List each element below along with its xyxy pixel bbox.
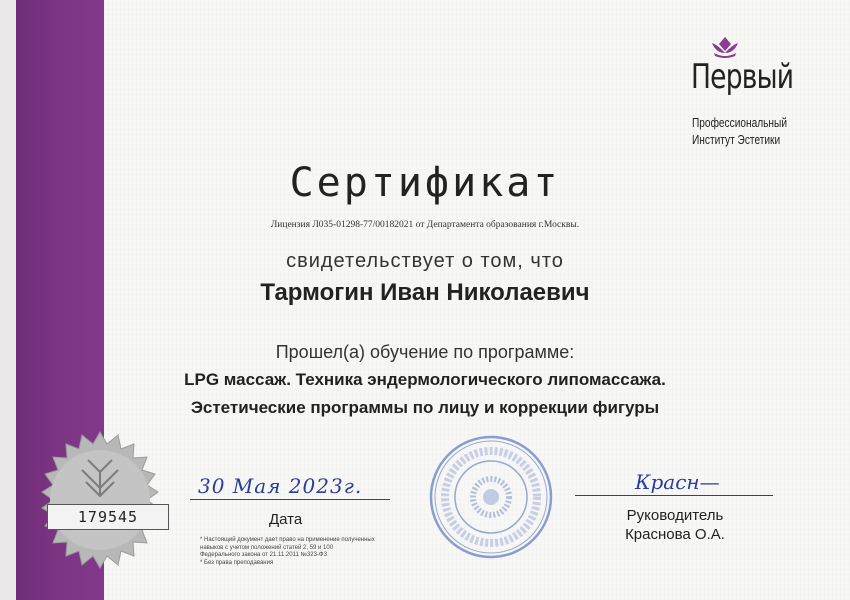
footnote-line: * Без права преподавания [200,559,274,566]
program-line-2: Эстетические программы по лицу и коррекции фигуры [190,398,660,417]
certificate-title: Сертификат [289,160,561,206]
footnote-line: * Настоящий документ дает право на применение полученных [200,537,375,543]
person-name: Тармогин Иван Николаевич [260,279,590,306]
director-role: Руководитель [626,507,724,524]
signature-line [575,495,773,496]
logo-name: Первый [691,57,794,97]
institute-stamp-icon [426,432,556,562]
license-text: Лицензия Л035-01298-77/00182021 от Департамента образования г.Москвы. [270,220,580,230]
handwritten-signature: Красн— [635,470,720,494]
certifies-text: свидетельствует о том, что [286,250,564,272]
gold-seal-icon [30,430,170,570]
footnote [200,537,390,567]
footnote-line: Федерального закона от 21.11.2011 №323-ФЗ [200,552,328,558]
program-line-1: LPG массаж. Техника эндермологического липомассажа. [184,370,666,389]
director-name: Краснова О.А. [625,526,725,543]
completed-text: Прошел(а) обучение по программе: [275,342,575,362]
logo-subtitle-line2: Институт Эстетики [692,132,781,147]
lotus-flower-icon [708,35,742,59]
logo-subtitle-line1: Профессиональный [692,115,787,130]
date-label: Дата [269,511,303,528]
date-line [190,499,390,500]
handwritten-date: 30 Мая 2023г. [198,474,363,498]
seal-number: 179545 [47,504,169,530]
footnote-line: навыков с учетом положений статей 2, 59 и 100 [200,544,334,551]
